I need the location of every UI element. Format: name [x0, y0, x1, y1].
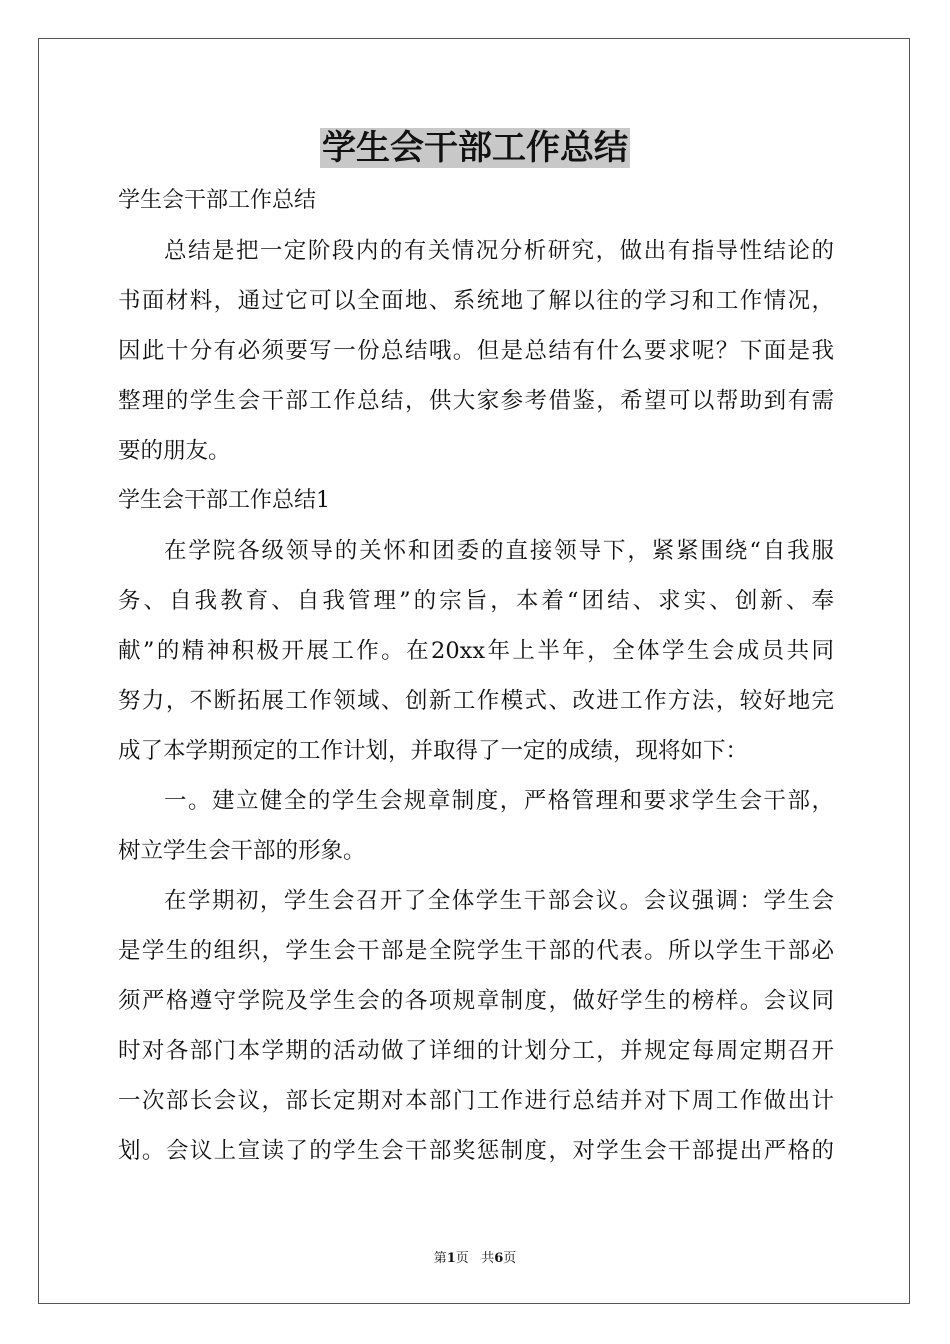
footer-current-page: 1 — [446, 1251, 456, 1266]
intro-line: 整理的学生会干部工作总结，供大家参考借鉴，希望可以帮助到有需 — [118, 388, 834, 414]
paragraph-line: 务、自我教育、自我管理”的宗旨，本着“团结、求实、创新、奉 — [118, 588, 834, 614]
intro-line: 总结是把一定阶段内的有关情况分析研究，做出有指导性结论的 — [164, 238, 834, 264]
footer-total-prefix: 共 — [481, 1251, 495, 1266]
document-title — [0, 124, 950, 172]
footer-page-word: 页 — [455, 1251, 469, 1266]
document-title-text: 学生会干部工作总结 — [322, 128, 628, 168]
section-heading: 学生会干部工作总结1 — [118, 488, 330, 513]
paragraph-line: 努力，不断拓展工作领域、创新工作模式、改进工作方法，较好地完 — [118, 688, 834, 714]
intro-line: 因此十分有必须要写一份总结哦。但是总结有什么要求呢？下面是我 — [118, 338, 834, 364]
footer-total-suffix: 页 — [503, 1251, 517, 1266]
paragraph-line: 一。建立健全的学生会规章制度，严格管理和要求学生会干部， — [164, 788, 834, 814]
paragraph-line: 划。会议上宣读了的学生会干部奖惩制度，对学生会干部提出严格的 — [118, 1138, 834, 1164]
page-footer — [0, 1247, 950, 1266]
paragraph-line: 树立学生会干部的形象。 — [118, 838, 366, 864]
document-subtitle: 学生会干部工作总结 — [118, 188, 317, 213]
paragraph-line: 须严格遵守学院及学生会的各项规章制度，做好学生的榜样。会议同 — [118, 988, 834, 1014]
footer-page-prefix: 第 — [433, 1251, 447, 1266]
paragraph-line: 一次部长会议，部长定期对本部门工作进行总结并对下周工作做出计 — [118, 1088, 834, 1114]
paragraph-line: 献”的精神积极开展工作。在20xx年上半年，全体学生会成员共同 — [118, 638, 834, 664]
paragraph-line: 在学院各级领导的关怀和团委的直接领导下，紧紧围绕“自我服 — [164, 538, 834, 564]
intro-line: 书面材料，通过它可以全面地、系统地了解以往的学习和工作情况， — [118, 288, 834, 314]
paragraph-line: 时对各部门本学期的活动做了详细的计划分工，并规定每周定期召开 — [118, 1038, 834, 1064]
paragraph-line: 成了本学期预定的工作计划，并取得了一定的成绩，现将如下： — [118, 738, 749, 764]
footer-total-pages: 6 — [494, 1251, 504, 1266]
paragraph-line: 在学期初，学生会召开了全体学生干部会议。会议强调：学生会 — [164, 888, 834, 914]
paragraph-line: 是学生的组织，学生会干部是全院学生干部的代表。所以学生干部必 — [118, 938, 834, 964]
intro-line: 要的朋友。 — [118, 438, 231, 464]
document-body — [118, 176, 834, 1176]
